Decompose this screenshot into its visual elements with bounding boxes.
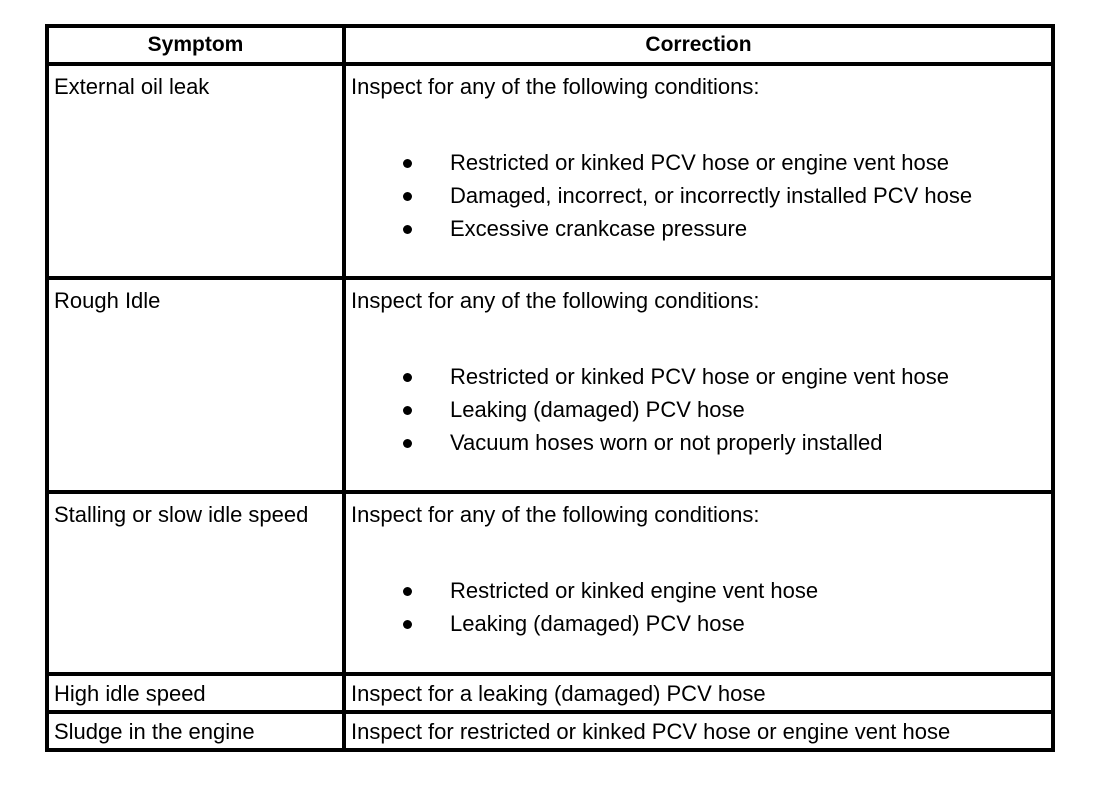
list-item bbox=[346, 426, 1051, 459]
condition-list bbox=[346, 146, 1051, 245]
header-correction: Correction bbox=[344, 26, 1053, 64]
list-item-text: Restricted or kinked engine vent hose bbox=[450, 578, 819, 603]
correction-intro: Inspect for any of the following conditions: bbox=[351, 502, 760, 527]
header-symptom: Symptom bbox=[47, 26, 344, 64]
correction-cell bbox=[344, 712, 1053, 750]
diagnosis-table bbox=[45, 24, 1055, 752]
correction-intro: Inspect for any of the following conditions: bbox=[351, 74, 760, 99]
condition-list bbox=[346, 360, 1051, 459]
correction-cell bbox=[344, 278, 1053, 492]
symptom-text: High idle speed bbox=[54, 681, 206, 706]
symptom-text: Rough Idle bbox=[54, 288, 161, 313]
bullet-icon bbox=[403, 225, 412, 234]
symptom-cell bbox=[47, 278, 344, 492]
list-item bbox=[346, 360, 1051, 393]
list-item-text: Vacuum hoses worn or not properly installed bbox=[450, 430, 883, 455]
correction-cell bbox=[344, 674, 1053, 712]
symptom-cell bbox=[47, 64, 344, 278]
symptom-cell bbox=[47, 674, 344, 712]
list-item bbox=[346, 146, 1051, 179]
bullet-icon bbox=[403, 439, 412, 448]
list-item-text: Excessive crankcase pressure bbox=[450, 216, 748, 241]
correction-cell bbox=[344, 492, 1053, 674]
bullet-icon bbox=[403, 406, 412, 415]
bullet-icon bbox=[403, 587, 412, 596]
bullet-icon bbox=[403, 159, 412, 168]
table-row bbox=[47, 712, 1053, 750]
table-row bbox=[47, 278, 1053, 492]
list-item-text: Restricted or kinked PCV hose or engine vent hose bbox=[450, 150, 949, 175]
list-item bbox=[346, 607, 1051, 640]
condition-list bbox=[346, 574, 1051, 640]
list-item-text: Leaking (damaged) PCV hose bbox=[450, 611, 745, 636]
header-row bbox=[47, 26, 1053, 64]
table-row bbox=[47, 64, 1053, 278]
bullet-icon bbox=[403, 192, 412, 201]
symptom-cell bbox=[47, 712, 344, 750]
table-row bbox=[47, 674, 1053, 712]
list-item bbox=[346, 212, 1051, 245]
correction-text: Inspect for restricted or kinked PCV hose or engine vent hose bbox=[351, 719, 951, 744]
list-item-text: Leaking (damaged) PCV hose bbox=[450, 397, 745, 422]
correction-cell bbox=[344, 64, 1053, 278]
list-item-text: Restricted or kinked PCV hose or engine vent hose bbox=[450, 364, 949, 389]
list-item bbox=[346, 393, 1051, 426]
bullet-icon bbox=[403, 620, 412, 629]
list-item-text: Damaged, incorrect, or incorrectly installed PCV hose bbox=[450, 183, 973, 208]
table-row bbox=[47, 492, 1053, 674]
correction-text: Inspect for a leaking (damaged) PCV hose bbox=[351, 681, 766, 706]
symptom-text: Stalling or slow idle speed bbox=[54, 502, 309, 527]
list-item bbox=[346, 179, 1051, 212]
list-item bbox=[346, 574, 1051, 607]
correction-intro: Inspect for any of the following conditions: bbox=[351, 288, 760, 313]
bullet-icon bbox=[403, 373, 412, 382]
symptom-text: External oil leak bbox=[54, 74, 210, 99]
symptom-cell bbox=[47, 492, 344, 674]
symptom-text: Sludge in the engine bbox=[54, 719, 255, 744]
